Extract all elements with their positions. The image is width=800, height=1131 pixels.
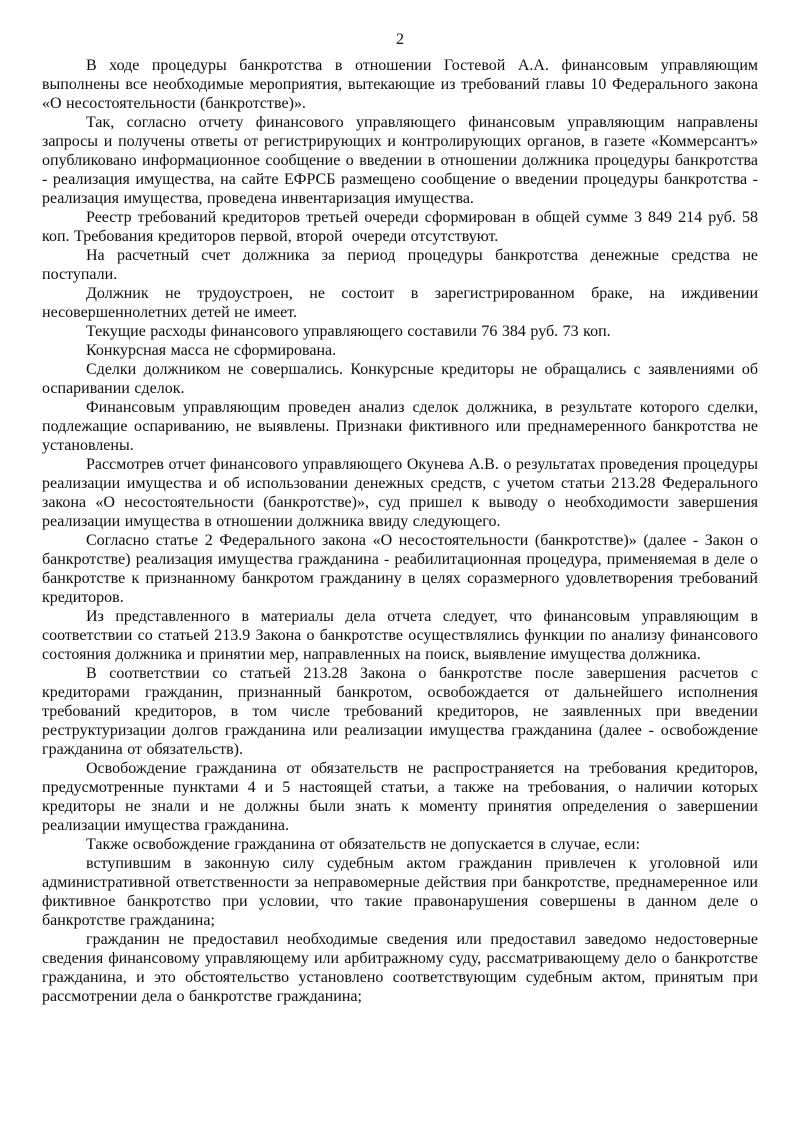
paragraph: Так, согласно отчету финансового управляющего финансовым управляющим направлены запросы и получены ответы от регистрирующих и контролирующих органов, в газете «Коммерсантъ» опубликовано информационное сообщение о введении в отношении должника процедуры банкротства - реализация имущества, на сайте ЕФРСБ размещено сообщение о введении процедуры банкротства - реализация имущества, проведена инвентаризация имущества. [42, 114, 758, 207]
paragraph: Финансовым управляющим проведен анализ сделок должника, в результате которого сделки, подлежащие оспариванию, не выявлены. Признаки фиктивного или преднамеренного банкротства не установлены. [42, 399, 758, 454]
paragraph: Конкурсная масса не сформирована. [86, 342, 337, 359]
paragraph: Должник не трудоустроен, не состоит в зарегистрированном браке, на иждивении несовершеннолетних детей не имеет. [42, 285, 758, 321]
paragraph: Рассмотрев отчет финансового управляющего Окунева А.В. о результатах проведения процедуры реализации имущества и об использовании денежных средств, с учетом статьи 213.28 Федерального закона «О несостоятельности (банкротстве)», суд пришел к выводу о необходимости завершения реализации имущества в отношении должника ввиду следующего. [42, 456, 758, 530]
paragraph: Текущие расходы финансового управляющего составили 76 384 руб. 73 коп. [86, 323, 611, 340]
paragraph: Сделки должником не совершались. Конкурсные кредиторы не обращались с заявлениями об оспаривании сделок. [42, 361, 758, 397]
paragraph: Реестр требований кредиторов третьей очереди сформирован в общей сумме 3 849 214 руб. 58 коп. Требования кредиторов первой, второй очереди отсутствуют. [42, 209, 758, 245]
paragraph: Из представленного в материалы дела отчета следует, что финансовым управляющим в соответствии со статьей 213.9 Закона о банкротстве осуществлялись функции по анализу финансового состояния должника и принятии мер, направленных на поиск, выявление имущества должника. [42, 608, 758, 663]
paragraph: Также освобождение гражданина от обязательств не допускается в случае, если: [86, 836, 640, 853]
paragraph: гражданин не предоставил необходимые сведения или предоставил заведомо недостоверные сведения финансовому управляющему или арбитражному суду, рассматривающему дело о банкротстве гражданина, и это обстоятельство установлено соответствующим судебным актом, принятым при рассмотрении дела о банкротстве гражданина; [42, 931, 758, 1005]
paragraph: В ходе процедуры банкротства в отношении Гостевой А.А. финансовым управляющим выполнены все необходимые мероприятия, вытекающие из требований главы 10 Федерального закона «О несостоятельности (банкротстве)». [42, 57, 758, 112]
page-number: 2 [396, 31, 404, 48]
paragraph: Согласно статье 2 Федерального закона «О несостоятельности (банкротстве)» (далее - Закон о банкротстве) реализация имущества гражданина - реабилитационная процедура, применяемая в деле о банкротстве к признанному банкротом гражданину в целях соразмерного удовлетворения требований кредиторов. [42, 532, 758, 606]
paragraph: На расчетный счет должника за период процедуры банкротства денежные средства не поступали. [42, 247, 758, 283]
paragraph: В соответствии со статьей 213.28 Закона о банкротстве после завершения расчетов с кредиторами гражданин, признанный банкротом, освобождается от дальнейшего исполнения требований кредиторов, в том числе требований кредиторов, не заявленных при введении реструктуризации долгов гражданина или реализации имущества гражданина (далее - освобождение гражданина от обязательств). [42, 665, 758, 758]
paragraph: Освобождение гражданина от обязательств не распространяется на требования кредиторов, предусмотренные пунктами 4 и 5 настоящей статьи, а также на требования, о наличии которых кредиторы не знали и не должны были знать к моменту принятия определения о завершении реализации имущества гражданина. [42, 760, 758, 834]
paragraph: вступившим в законную силу судебным актом гражданин привлечен к уголовной или административной ответственности за неправомерные действия при банкротстве, преднамеренное или фиктивное банкротство при условии, что такие правонарушения совершены в данном деле о банкротстве гражданина; [42, 855, 758, 929]
document-body [42, 56, 758, 1006]
